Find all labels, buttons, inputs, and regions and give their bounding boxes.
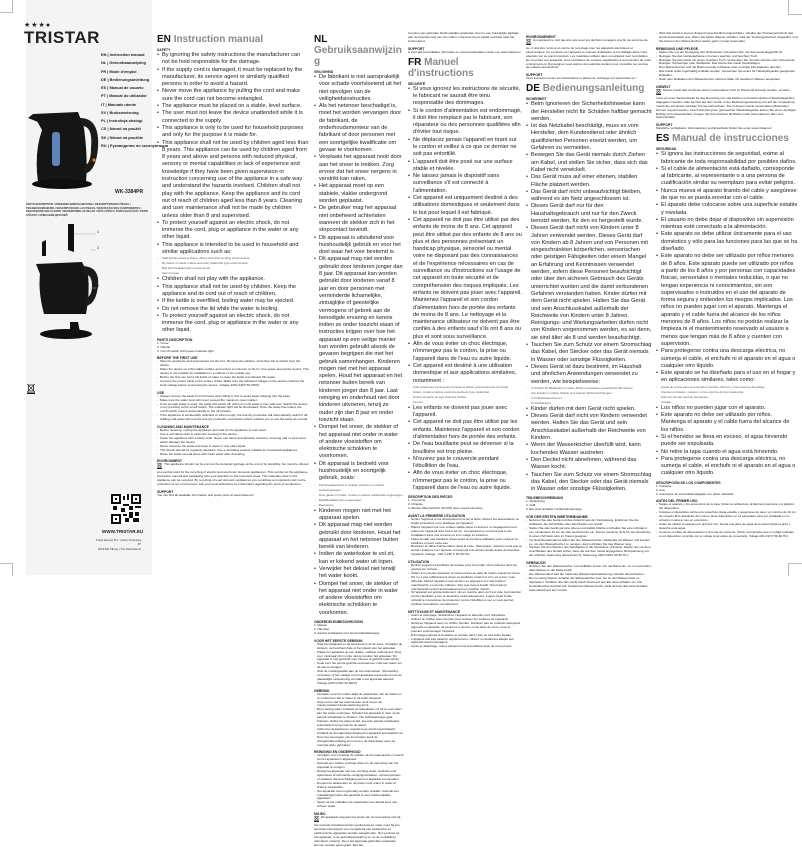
safety-item: • Los niños no pueden jugar con el aparato.: [656, 405, 798, 412]
safety-item: • Dit apparaat mag niet worden gebruikt door kinderen. Houd het apparaat en het netsnoer buiten bereik van kinderen.: [314, 522, 404, 551]
safety-item: • Ist das Netzkabel beschädigt, muss es vom Hersteller, dem Kundendienst oder ähnlich qualifizierten Personen ersetzt werden, um Gefahren zu vermeiden.: [526, 123, 652, 152]
safety-item: • Bewegen Sie das Gerät niemals durch Ziehen am Kabel, und stellen Sie sicher, dass sich das Kabel nicht verwickelt.: [526, 152, 652, 174]
instruction-item: - Nach dem Entkalken den Wasserkocher mehrere Male mit sauberem Wasser ausspülen.: [656, 78, 798, 82]
instruction-list: [656, 32, 798, 44]
safety-item: • De fabrikant is niet aansprakelijk voor schade voortvloeiend uit het niet opvolgen van de veiligheidsinstructies.: [314, 74, 404, 103]
instruction-item: - If not enough water is used, the kettle will switch off, with too much water it may spill over. Switch the device on by pressing at the on/off switch. The indicator light will be illuminated. Once the water has boiled, the on/off switch returns automatically to the off position.: [157, 403, 309, 415]
column-en: [157, 32, 309, 498]
language-section-title: [656, 133, 798, 144]
crop-mark: [788, 563, 802, 576]
safety-item: • Indien de waterkoker te vol zit, kan er kokend water uit lopen.: [314, 551, 404, 566]
instruction-item: - Kook voor het eerste gebruik eenmaal een volle kan water om de kan te reinigen.: [314, 662, 404, 670]
instruction-item: - Retirez toujours la bouilloire de la base pour la remplir. Vous éviterez ainsi les gouttes sur la base.: [408, 564, 522, 572]
safety-item: • Cet appareil est uniquement destiné à des utilisations domestiques et seulement dans le but pour lequel il est fabriqué.: [408, 195, 522, 217]
language-section-title: [408, 57, 522, 79]
instruction-item: - Never immerse the kettle and base in water or any other liquid.: [157, 445, 309, 449]
instruction-item: - Placez l'appareil sur une surface stable plane et assurez un dégagement tout autour de l'appareil d'au moins 10 cm. Cet appareil ne convient pas à une installation dans une armoire ou à un usage à l'extérieur.: [408, 526, 522, 538]
usage-example: - Bed&Breakfast-type omgevingen.: [314, 498, 404, 503]
instruction-list: [408, 518, 522, 557]
safety-item: • Tauchen Sie zum Schutz vor einem Stromschlag das Kabel, den Stecker oder das Gerät niemals in Wasser oder sonstige Flüssigkeiten.: [526, 342, 652, 364]
language-section-title: [157, 34, 309, 45]
language-code: NL: [314, 34, 328, 45]
safety-item: • Das Gerät muss auf einer ebenen, stabilen Fläche platziert werden.: [526, 174, 652, 189]
section-heading: USE: [157, 390, 164, 395]
language-entry: FR | Mode d'emploi: [101, 68, 137, 74]
address-line: 5015 BH Tilburg | The Netherlands: [98, 546, 141, 551]
environment-text: [157, 463, 309, 487]
instruction-item: - Gebruik een zachte vochtige doek om de behuizing van het apparaat te reinigen.: [314, 762, 404, 770]
part-item: 3. Aan/uit schakelaar met stroomindicatielampje: [314, 630, 380, 635]
usage-example: - Staff kitchen areas in shops, offices and other working environments.: [157, 256, 309, 261]
instruction-list: [408, 614, 522, 649]
usage-examples-list: [526, 386, 652, 406]
section-heading: DESCRIPCIÓN DE LOS COMPONENTES: [656, 480, 721, 485]
instruction-list: [526, 565, 652, 592]
instruction-item: - Der Wasserstand darf die maximale Wasserstandmarkierung niemals überschreiten.: [526, 573, 652, 577]
safety-item: • Cet appareil est destiné à une utilisation domestique et aux applications similaires, notamment :: [408, 363, 522, 385]
safety-item: • Este aparato se debe utilizar únicamente para el uso doméstico y sólo para las funciones para las que se ha diseñado.: [656, 231, 798, 253]
safety-item: • Beim Ignorieren der Sicherheitshinweise kann der Hersteller nicht für Schäden haftbar gemacht werden.: [526, 101, 652, 123]
section-heading: NETTOYAGE ET MAINTENANCE: [408, 610, 460, 615]
instruction-item: - Bei zu wenig Wasser schaltet der Wasserkocher aus, bei zu viel Wasser kann es überlaufen. Schalten Sie das Gerät durch Druck auf den Ein-/Aus-Schalter ein. Die Kontrollleuchte leuchtet auf. Sobald das Wasser kocht, stellt sich der Ein-/Aus-Schalter automatisch auf aus zurück.: [526, 577, 652, 593]
section-heading: SUPPORT: [157, 489, 174, 494]
safety-item: • This appliance is intended to be used in household and similar applications such as:: [157, 242, 309, 257]
safety-list: [656, 405, 798, 478]
section-heading: UMWELT: [656, 84, 671, 89]
instruction-item: - Het apparaat moet regelmatig worden ontkalkt. Gebruik een ontkalkingsproduct dat geschikt is voor huishoudelijke apparaten.: [314, 790, 404, 802]
instruction-list: [656, 503, 798, 538]
parts-list: [408, 499, 522, 511]
logo-wordmark: TRISTAR: [24, 28, 100, 47]
usage-example: - In Küchen für Mitarbeiter in Läden, Büros und anderen gewerblichen Bereichen.: [526, 386, 652, 391]
qr-code[interactable]: [111, 494, 141, 524]
instruction-item: - Antes de utilizar el aparato por primera vez, hierva una jarra de agua llena para limpiar la jarra y deseche esta agua.: [656, 523, 798, 531]
instruction-item: - Before cleaning, unplug the appliance and wait for the appliance to cool down.: [157, 429, 309, 433]
safety-item: • Para protegerse contra una descarga eléctrica, no sumerja el cable, el enchufe ni el aparato en el agua o cualquier otro líquido.: [656, 456, 798, 478]
instruction-item: - Faites bouillir une bouilloire d'eau avant la première utilisation pour nettoyer la bouilloire et jetez cette eau.: [408, 538, 522, 546]
callout-3: 3: [97, 284, 99, 288]
part-item: 2. Asa: [656, 487, 665, 492]
instruction-item: - Take the appliance and accessories out the box. Remove the stickers, protective foil or plastic from the device.: [157, 360, 309, 368]
language-code: EN: [157, 34, 171, 45]
kettle-parts-diagram: [30, 222, 110, 342]
usage-example: - Zonas de cocina para el personal en tiendas, oficinas y otros entornos de trabajo.: [656, 385, 798, 390]
instruction-item: - Make sure the water level will never exceed the maximum level marker.: [157, 399, 309, 403]
parts-list: [526, 500, 652, 512]
instruction-item: - Stellen Sie das Gerät auf eine ebene und stabile Fläche und halten Sie einen Abstand von mindestens 10 cm um das Gerät herum ein. Dieses Gerät ist nicht für den Anschluss in einem Schrank oder im Freien geeignet.: [526, 527, 652, 539]
section-heading: CLEANING AND MAINTENANCE: [157, 425, 209, 430]
instruction-item: - N'immergez jamais la bouilloire et la base dans l'eau ou tout autre liquide.: [408, 634, 522, 638]
part-item: 3. Bouton Marche/Arrêt (On/Off) avec voyant lumineux: [408, 506, 483, 511]
section-heading: PARTS DESCRIPTION: [157, 337, 193, 342]
address-line: Tristar Europe B.V. | Jules Verneweg 87: [95, 538, 141, 547]
instruction-item: - L'appareil doit être détartré régulièrement. Utilisez un détartrant adapté aux appareils électroménagers.: [408, 638, 522, 646]
instruction-item: - Indien het apparaat per ongeluk leeg wordt ingeschakeld, schakelt de droogkookbeveiliging het apparaat automatisch uit. Door het toevoegen van koud water koelt de droogkookbeveiliging af en kunt u de waterkoker weer op normale wijze gebruiken.: [314, 728, 404, 748]
language-entry: IT | Manuale utente: [101, 101, 137, 107]
instruction-item: - Nettoyez l'appareil avec un chiffon humide. N'utilisez pas de produits nettoyants agressifs ou abrasifs, de tampons à récurer ou de laine de verre, ceux-ci pouvant endommager l'appareil.: [408, 622, 522, 634]
safety-item: • Tauchen Sie zum Schutz vor einem Stromschlag das Kabel, den Stecker oder das Gerät niemals in Wasser oder sonstige Flüssigkeiten.: [526, 472, 652, 494]
instruction-item: - Utilisez un chiffon doux humide pour nettoyer les surfaces de l'appareil.: [408, 618, 522, 622]
paragraph: Vous trouverez toutes les informations et pièces de rechange sur www.tristar.eu !: [526, 76, 637, 81]
safety-item: • The appliance must be placed on a stable, level surface.: [157, 103, 309, 110]
language-entry: RU | Руководство по эксплуатации: [101, 142, 169, 148]
safety-item: • Kinderen mogen niet met het apparaat spelen.: [314, 508, 404, 523]
environment-paragraph: Dit apparaat mag aan het einde van de levensduur niet bij het normale huisafval worden gedeponeerd, maar moet bij een speciaal inzamelpunt voor hergebruik van elektrische en elektronische apparaten worden aangeboden. Het symbool op het apparaat, in de gebruiksaanwijzing en op de verpakking attendeert u hierop. De in het apparaat gebruikte materialen kunnen worden gerecycled. Met het: [314, 815, 401, 847]
section-heading: ANTES DEL PRIMER USO: [656, 499, 698, 504]
section-heading: MILIEU: [314, 812, 326, 817]
instruction-item: - Clean the appliance with a damp cloth. Never use harsh and abrasive cleaners, scouring pad or steel wool, which damage the device.: [157, 437, 309, 445]
part-item: 1. Deksel: [314, 623, 327, 628]
safety-item: • Para protegerse contra una descarga eléctrica, no sumerja el cable, el enchufe ni el aparato en el agua o cualquier otro líquido.: [656, 348, 798, 370]
safety-item: • N'ouvrez pas le couvercle pendant l'ébullition de l'eau.: [408, 456, 522, 471]
safety-item: • No retire la tapa cuando el agua está hirviendo.: [656, 449, 798, 456]
instruction-item: - Zorg ervoor dat het waterniveau nooit boven de maximumwaterniveaumarkering komt.: [314, 701, 404, 709]
instruction-item: - Saque el aparato y los accesorios de la caja. Quite los adhesivos, la lámina protectora o el plástico del dispositivo.: [656, 503, 798, 511]
usage-example: - Von Kunden in Hotels, Motels und anderen Wohneinrichtungen.: [526, 391, 652, 396]
part-item: 2. Handvat: [314, 626, 329, 631]
safety-item: • Ne laissez jamais le dispositif sans surveillance s'il est connecté à l'alimentation.: [408, 173, 522, 195]
section-heading: BEFORE THE FIRST USE: [157, 356, 198, 361]
logo-stars: ★★★●: [24, 22, 52, 29]
weee-bin-icon: [27, 384, 35, 394]
section-heading: SÉCURITÉ: [408, 81, 426, 86]
environment-text: [526, 39, 652, 70]
part-item: 3. Ein-/Aus-Schalter mit Betriebsanzeige: [526, 507, 582, 512]
safety-list: [526, 406, 652, 494]
language-entry: SV | Bruksanvisning: [101, 109, 139, 115]
usage-example: - Personeelskeukens in winkels, kantoren en andere werkomgevingen.: [314, 483, 404, 493]
column-fr: [408, 32, 522, 649]
instruction-item: - Wird das Gerät in leerem Zustand versehentlich eingeschaltet, schaltet der Trockengehschutz das Gerät automatisch aus. Wenn Sie kaltes Wasser einfüllen, wird der Trockengehschutz abgekühlt, und Sie können den Wasserkocher wieder ganz normal verwenden.: [656, 32, 798, 44]
instruction-item: - The device should be regularly descaled. Use a descaling product suitable for household appliances.: [157, 449, 309, 453]
safety-item: • Si el hervidor se llena en exceso, el agua hirviendo puede ser expulsada.: [656, 434, 798, 449]
instruction-item: - Sluit de voedingskabel aan op het stopcontact. (Opmerking: controleer of het voltage op het apparaat overeenkomt met de plaatselijke netspanning voordat u het apparaat aansluit. Voltage 220V-240V 50-60Hz): [314, 670, 404, 686]
section-heading: AVANT LA PREMIÈRE UTILISATION: [408, 514, 466, 519]
part-item: 1. Abdeckung: [526, 499, 545, 504]
section-heading: SICHERHEIT: [526, 97, 547, 102]
usage-example: - Bed and breakfast type environments.: [157, 266, 309, 271]
language-entry: SK | Návod na použitie: [101, 134, 143, 140]
instruction-item: - Nehmen Sie das Gerät und das Zubehör aus der Verpackung. Entfernen Sie die Aufkleber, die Schutzfolie oder das Plastik vom Gerät.: [526, 519, 652, 527]
section-heading: VOR DER ERSTEN INBETRIEBNAHME: [526, 515, 588, 520]
usage-example: - Boerderijen.: [314, 503, 404, 508]
instruction-item: - Den Wasserkocher und die Basis niemals in Wasser oder sonstige Flüssigkeiten tauchen.: [656, 66, 798, 70]
instruction-item: - Après le détartrage, rincez plusieurs fois la bouilloire avec de l'eau propre.: [408, 645, 522, 649]
safety-item: • Cet appareil ne doit pas être utilisé par les enfants. Maintenez l'appareil et son cordon d'alimentation hors de portée des enfants.: [408, 419, 522, 441]
instruction-list: [314, 693, 404, 748]
callout-1: 1: [97, 230, 99, 234]
safety-item: • Dieses Gerät darf nicht von Kindern verwendet werden. Halten Sie das Gerät und sein Anschlusskabel außerhalb der Reichweite von Kindern.: [526, 413, 652, 442]
language-code: FR: [408, 56, 422, 68]
section-heading: GEBRAUCH: [526, 561, 546, 566]
instruction-item: - Plaats het apparaat op een vlakke, stabiele ondergrond. Zorg voor minimaal 10 cm vrije ruimte rondom het apparaat. Dit apparaat is niet geschikt voor inbouw of gebruik buitenshuis.: [314, 651, 404, 663]
section-heading: GEBRUIK: [314, 688, 330, 693]
part-item: 3. On/ off switch with power indicator light: [157, 348, 214, 353]
instruction-item: - Ziehen Sie vor der Reinigung den Netzstecker und warten Sie, bis das Gerät abgekühlt ist.: [656, 51, 798, 55]
language-section-title: [526, 83, 652, 94]
usage-example: - Fermes.: [408, 400, 522, 405]
section-heading: SUPPORT: [408, 46, 425, 51]
usage-examples-list: [656, 385, 798, 405]
language-entry: EN | Instruction manual: [101, 52, 145, 57]
safety-item: • If the supply cord is damaged, it must be replaced by the manufacturer, its service agent or similarly qualified persons in order to avoid a hazard.: [157, 67, 309, 89]
usage-example: - Coin cuisine des commerces, bureaux et autres environnements de travail.: [408, 385, 522, 390]
part-item: 3. Interruptor de encendido/apagado con piloto indicador: [656, 491, 734, 496]
instruction-item: - Conecte el cable de alimentación a la toma de corriente. (Nota: Compruebe que el voltaje indicado en el dispositivo coincide con el voltaje local antes de conectarlo. Voltaje 220-240 V 50-60 Hz).: [656, 531, 798, 539]
instruction-item: - Coloque el dispositivo sobre una superficie plana estable y asegúrese de tener un mínimo de 10 cm de espacio libre alrededor del mismo. Este dispositivo no es apropiado para ser instalado en un armario ni para el uso en exteriores.: [656, 511, 798, 523]
instruction-item: - Always remove the kettle from the base when filling it, this to avoid water dripping into the base.: [157, 395, 309, 399]
instruction-item: - Rinse the kettle several times with clean water after descaling.: [157, 453, 309, 457]
usage-examples-list: [314, 483, 404, 508]
safety-item: • To protect yourself against an electric shock, do not immerse the cord, plug or appliance in the water or any other liquid.: [157, 220, 309, 242]
usage-examples-list: [157, 256, 309, 276]
environment-paragraph: Dieses Gerät darf am Ende seiner Lebensdauer nicht im Hausmüll entsorgt werden, sondern muss an einer Sammelstelle für das Recycling von elektrischen und elektronischen Haushaltsgeräten abgegeben werden. Das Symbol auf dem Gerät, in der Bedienungsanleitung und auf der Verpackung macht Sie auf dieses wichtige Thema aufmerksam. Die in diesem Gerät verwendeten Materialien können recycelt werden. Durch das Recyceln gebrauchter Haushaltsgeräte leisten Sie einen wichtigen Beitrag zum Umweltschutz. Fragen Sie Ihre örtlichen Behörden nach Informationen über eine Sammelstelle.: [656, 87, 797, 120]
language-entry: PT | Manual do utilizador: [101, 93, 147, 99]
instruction-list: [157, 429, 309, 456]
safety-item: • Dit apparaat mag niet worden gebruikt door kinderen jonger dan 8 jaar. Dit apparaat kan worden gebruikt door kinderen vanaf 8 jaar en door personen met verminderde lichamelijke, zintuiglijke of geestelijke vermogens of gebrek aan de benodigde ervaring en kennis indien ze onder toezicht staan of instructies krijgen over hoe het apparaat op een veilige manier kan worden gebruikt alsook de gevaren begrijpen die met het gebruik samenhangen. Kinderen mogen niet met het apparaat spelen. Houd het apparaat en het netsnoer buiten bereik van kinderen jonger dan 8 jaar. Laat reiniging en onderhoud niet door kinderen uitvoeren, tenzij ze ouder zijn dan 8 jaar en onder toezicht staan.: [314, 256, 404, 424]
paragraph: Sämtliche verfügbaren Informationen und Ersatzteile finden Sie unter www.tristar.eu!: [656, 126, 772, 131]
safety-item: • De gebruiker mag het apparaat niet onbeheerd achterlaten wanneer de stekker zich in het stopcontact bevindt.: [314, 205, 404, 234]
safety-item: • Dieses Gerät darf nicht von Kindern unter 8 Jahren verwendet werden. Dieses Gerät darf von Kindern ab 8 Jahren und von Personen mit eingeschränkten körperlichen, sensorischen oder geistigen Fähigkeiten oder einem Mangel an Erfahrung und Kenntnissen verwendet werden, sofern diese Personen beaufsichtigt oder über den sicheren Gebrauch des Geräts unterrichtet wurden und die damit verbundenen Gefahren verstanden haben. Kinder dürfen mit dem Gerät nicht spielen. Halten Sie das Gerät und sein Anschlusskabel außerhalb der Reichweite von Kindern unter 8 Jahren. Reinigungs- und Wartungsarbeiten dürfen nicht von Kindern vorgenommen werden, es sei denn, sie sind älter als 8 und werden beaufsichtigt.: [526, 225, 652, 342]
parts-list: [157, 342, 309, 354]
instruction-item: - Vor Erstinbetriebnahme füllen Sie den Wasserkocher vollständig mit Wasser und kochen es, um den Wasserkocher zu reinigen, dann schütten Sie das Wasser weg.: [526, 539, 652, 547]
instruction-list: [408, 564, 522, 607]
safety-item: • Dieses Gerät ist dazu bestimmt, im Haushalt und ähnlichen Anwendungen verwendet zu werden, wie beispielsweise:: [526, 364, 652, 386]
safety-item: • This appliance is only to be used for household purposes and only for the purpose it is made for.: [157, 125, 309, 140]
language-entry: PL | Instrukcja obsługi: [101, 118, 143, 123]
safety-item: • This appliance shall not be used by children. Keep the appliance and its cord out of reach of children.: [157, 284, 309, 299]
safety-list: [656, 151, 798, 385]
safety-list: [314, 508, 404, 617]
instruction-item: - Use a soft damp cloth to clean the housing of the device.: [157, 433, 309, 437]
instruction-list: [314, 754, 404, 809]
instruction-item: - Connect the power cable to the socket. (Note: Make sure the indicated voltage on the device matches the local voltage before connecting the device. Voltage 220V-240V 50-60Hz): [157, 380, 309, 388]
safety-item: • Este aparato se ha diseñado para el uso en el hogar y en aplicaciones similares, tales como:: [656, 370, 798, 385]
safety-list: [526, 101, 652, 386]
callout-2: 2: [97, 246, 99, 250]
parts-list: [314, 624, 404, 636]
safety-item: • If the kettle is overfilled, boiling water may be ejected.: [157, 298, 309, 305]
manual-title: Gebruiksaanwijzing: [314, 45, 402, 67]
section-heading: TEILEBESCHREIBUNG: [526, 496, 564, 501]
model-number: WK-3384PR: [115, 189, 144, 195]
instruction-item: - Reinigen Sie das Gerät mit einem feuchten Tuch. Verwenden Sie niemals scharfe oder scheuernde Reiniger, Topfreiniger oder Stahlwolle. Das würde das Gerät beschädigen.: [656, 59, 798, 67]
part-item: 1. Couvercle: [408, 498, 426, 503]
instruction-item: - Nehmen Sie den Wasserkocher zum Auffüllen immer von der Basis ab, um zu vermeiden, dass Wasser in die Basis tropft.: [526, 565, 652, 573]
instruction-item: - S'il n'y a pas suffisamment d'eau, la bouilloire s'éteint et s'il y en a trop, l'eau déborde. Mettez l'appareil sous tension en appuyant sur l'interrupteur marche/arrêt. Le témoin s'allume. Dès que l'eau a bouilli, l'interrupteur marche/arrêt revient automatiquement en position d'arrêt.: [408, 576, 522, 592]
language-index: [101, 51, 169, 150]
part-item: 1. Cubierta: [656, 483, 672, 488]
crop-mark: [0, 0, 13, 13]
safety-item: • Les enfants ne doivent pas jouer avec l'appareil.: [408, 405, 522, 420]
safety-item: • El aparato debe colocarse sobre una superficie estable y nivelada.: [656, 202, 798, 217]
safety-item: • Afin de vous éviter un choc électrique, n'immergez pas le cordon, la prise ou l'appareil dans de l'eau ou autre liquide.: [408, 341, 522, 363]
section-heading: REINIGUNG UND PFLEGE: [656, 46, 699, 51]
instruction-item: - Sortez l'appareil et les accessoires hors de la boîte. Retirez les autocollants, la feuille protectrice ou le plastique de l'appareil.: [408, 518, 522, 526]
crop-mark: [0, 563, 13, 576]
instruction-item: - Dompel de waterkoker en de basis nooit onder in water of andere vloeistoffen.: [314, 782, 404, 790]
safety-item: • By ignoring the safety instructions the manufacturer can not be hold responsible for the damage.: [157, 52, 309, 67]
instruction-item: - Place the device on a flat stable surface and ensure a minimum of 10 cm. free space around the device. This device is not suitable for installation in a cabinet or for outside use.: [157, 368, 309, 376]
safety-item: • Wenn der Wasserkocher überfüllt wird, kann kochendes Wasser austreten.: [526, 442, 652, 457]
usage-example: - In Gutshäusern.: [526, 401, 652, 406]
column-de: [526, 32, 652, 593]
instruction-list: [157, 395, 309, 422]
safety-list: [157, 276, 309, 334]
instruction-item: - Stecken Sie den Stecker des Netzkabels in die Steckdose. (Hinweis: Stellen Sie vor dem Anschließen des Geräts sicher, dass die auf dem Gerät angegebene Netzspannung mit der örtlichen Spannung übereinstimmt. Spannung 220V-240V 50-60 Hz.): [526, 546, 652, 558]
safety-item: • Si el cable de alimentación está dañado, corresponde al fabricante, al representante o a una persona de cualificación similar su reemplazo para evitar peligros.: [656, 166, 798, 188]
part-item: 2. Handle: [157, 344, 171, 349]
tristar-logo: [24, 22, 100, 46]
safety-list: [314, 74, 404, 483]
usage-example: - Door gasten in hotels, motels en andere residentiële omgevingen.: [314, 493, 404, 498]
part-item: 2. Poignée: [408, 502, 423, 507]
instruction-item: - Si l'appareil est accidentellement mis en marche alors qu'il est vide, la protection contre l'ébullition à sec le désactive automatiquement. L'ajout d'eau froide refroidit le mécanisme de protection contre l'ébullition à sec et vous permet d'utiliser la bouilloire normalement.: [408, 591, 522, 607]
safety-item: • Este aparato no debe ser utilizado por niños. Mantenga el aparato y el cable fuera del alcance de los niños.: [656, 412, 798, 434]
safety-item: • Kinder dürfen mit dem Gerät nicht spielen.: [526, 406, 652, 413]
safety-list: [408, 86, 522, 385]
safety-item: • Si vous ignorez les instructions de sécurité, le fabricant ne saurait être tenu responsable des dommages.: [408, 86, 522, 108]
safety-item: • Cet appareil ne doit pas être utilisé par des enfants de moins de 8 ans. Cet appareil peut être utilisé par des enfants de 8 ans ou plus et des personnes présentant un handicap physique, sensoriel ou mental voire ne disposant pas des connaissances et de l'expérience nécessaires en cas de surveillance ou d'instructions sur l'usage de cet appareil en toute sécurité et de compréhension des risques impliqués. Les enfants ne doivent pas jouer avec l'appareil. Maintenez l'appareil et son cordon d'alimentation hors de portée des enfants de moins de 8 ans. Le nettoyage et la maintenance utilisateur ne doivent pas être confiés à des enfants sauf s'ils ont 8 ans ou plus et sont sous surveillance.: [408, 217, 522, 341]
instruction-item: - Bij te weinig water schakelt de waterkoker uit, bij te veel water kan het water overlopen. Schakel het apparaat in door op de aan/uit-schakelaar te drukken. Het indicatielampje gaat branden. Zodra het water kookt, keert de aan/uit-schakelaar automatisch terug naar de uit-stand.: [314, 708, 404, 728]
safety-item: • This appliance shall not be used by children aged less than 8 years. This appliance can be used by children aged from 8 years and above and persons with reduced physical, sensory or mental capabilities or lack of experience and knowledge if they have been given supervision or instruction concerning use of the appliance in a safe way and understand the hazards involved. Children shall not play with the appliance. Keep the appliance and its cord out of reach of children aged less than 8 years. Cleaning and user maintenance shall not be made by children unless older than 8 and supervised.: [157, 140, 309, 220]
environment-paragraph: Cet appareil ne doit pas être jeté avec les déchets ménagers à la fin de sa durée de vie, il doit être remis à un centre de recyclage pour les appareils électriques et électroniques. Ce symbole sur l'appareil, le manuel d'utilisation et l'emballage attire votre attention sur ce point important. Les matériaux utilisés dans cet appareil sont recyclables. En recyclant vos appareils, vous contribuez de manière significative à la protection de notre environnement. Renseignez-vous auprès des autorités locales pour connaître les centres de collecte des déchets.: [526, 38, 652, 70]
language-code: DE: [526, 83, 540, 95]
safety-item: • Dieses Gerät darf nur für den Haushaltsgebrauch und nur für den Zweck benutzt werden, für den es hergestellt wurde.: [526, 203, 652, 225]
section-heading: UTILISATION: [408, 560, 430, 565]
section-heading: SEGURIDAD: [656, 147, 677, 152]
safety-item: • To protect yourself against an electric shock, do not immerse the cord, plug or appliance in the water or any other liquid.: [157, 313, 309, 335]
safety-item: • Este aparato no debe ser utilizado por niños menores de 8 años. Este aparato puede ser utilizado por niños a partir de los 8 años y por personas con capacidades físicas, sensoriales o mentales reducidas, o que no tengan experiencia ni conocimientos, sin son supervisados o instruidos en el uso del aparato de forma segura y entienden los riesgos implicados. Los niños no pueden jugar con el aparato. Mantenga el aparato y el cable fuera del alcance de los niños menores de 8 años. Los niños no podrán realizar la limpieza ni el mantenimiento reservado al usuario a menos que tengan más de 8 años y cuenten con supervisión.: [656, 253, 798, 348]
instruction-item: - Before the first use boil a full kettle of water to clean the kettle and discard this water.: [157, 376, 309, 380]
section-heading: VOOR HET EERSTE GEBRUIK: [314, 638, 363, 643]
instruction-list: [314, 643, 404, 686]
safety-item: • Dompel het snoer, de stekker of het apparaat niet onder in water of andere vloeistoffen om elektrische schokken te voorkomen.: [314, 424, 404, 460]
instruction-item: - Spoel na het ontkalken de waterkoker een aantal keer met schoon water.: [314, 801, 404, 809]
instruction-list: [656, 51, 798, 82]
safety-item: • L'appareil doit être posé sur une surface stable et nivelée.: [408, 159, 522, 174]
instruction-item: - Avant le nettoyage, débranchez l'appareil et attendez qu'il refroidisse.: [408, 614, 522, 618]
safety-item: • Verplaats het apparaat nooit door aan het snoer te trekken. Zorg ervoor dat het snoer nergens in verstrikt kan raken.: [314, 154, 404, 183]
instruction-item: - Haal het apparaat en de accessoires uit de doos. Verwijder de stickers, de beschermfolie of het plastic van het apparaat.: [314, 643, 404, 651]
safety-item: • Never move the appliance by pulling the cord and make sure the cord can not become entangled.: [157, 88, 309, 103]
safety-item: • Si ignora las instrucciones de seguridad, exime al fabricante de toda responsabilidad por posibles daños.: [656, 151, 798, 166]
paragraph: You can find all available information and spare parts at www.tristar.eu!: [157, 492, 254, 497]
language-entry: NL | Gebruiksaanwijzing: [101, 60, 146, 66]
section-heading: REINIGING EN ONDERHOUD: [314, 750, 361, 755]
crop-mark: [788, 0, 802, 15]
instruction-item: - Veillez à ne jamais dépasser le niveau d'eau au-delà du repère maximum d'eau.: [408, 572, 522, 576]
safety-item: • Dit apparaat is uitsluitend voor huishoudelijk gebruik en voor het doel waar het voor bestemd is.: [314, 235, 404, 257]
section-heading: SUPPORT: [526, 73, 543, 78]
usage-examples-list: [408, 385, 522, 405]
section-heading: ENVIRONNEMENT: [526, 35, 556, 39]
section-heading: SUPPORT: [656, 123, 673, 128]
instruction-item: - Verwijder voor reiniging de stekker uit het stopcontact en wacht tot het apparaat is afgekoeld.: [314, 754, 404, 762]
manual-title: Manual de instrucciones: [672, 133, 789, 145]
section-heading: ENVIRONMENT: [157, 459, 183, 464]
section-heading: DESCRIPTION DES PIÈCES: [408, 495, 453, 500]
instruction-item: - Reinigen Sie das Gerätegehäuse mit einem weichen und feuchten Tuch.: [656, 55, 798, 59]
instruction-item: - Branchez le câble d'alimentation dans la prise. (Remarque : Assurez-vous que la tension indiquée sur l'appareil correspond à la tension locale avant de brancher l'appareil. Voltage : 220 V-240 V 50-60 Hz).: [408, 545, 522, 557]
parts-list: [656, 485, 798, 497]
environment-text: [656, 89, 798, 120]
section-heading: VEILIGHEID: [314, 70, 334, 74]
environment-text: [314, 816, 404, 847]
safety-item: • Het apparaat moet op een stabiele, vlakke ondergrond worden geplaatst.: [314, 183, 404, 205]
safety-list: [408, 405, 522, 493]
language-entry: ES | Manual de usuario: [101, 85, 144, 90]
paragraph: recyclen van gebruikte huishoudelijke apparaten levert u een belangrijke bijdrage aan de bescherming van ons milieu. Informeer bij uw lokale overheid naar het inzamelpunt.: [408, 31, 519, 43]
safety-item: • De l'eau bouillante peut se déverser si la bouilloire est trop pleine.: [408, 441, 522, 456]
usage-example: - Clientes en hoteles, moteles y otros entornos de tipo residencial.: [656, 390, 798, 395]
safety-item: • Den Deckel nicht abnehmen, während das Wasser kocht.: [526, 457, 652, 472]
language-entry: CS | Návod na použití: [101, 126, 141, 132]
instruction-item: - Das Gerät sollte regelmäßig entkalkt werden. Verwenden Sie einen für Haushaltsgeräte geeigneten Entkalker.: [656, 70, 798, 78]
safety-item: • Ne déplacez jamais l'appareil en tirant sur le cordon et veillez à ce que ce dernier ne soit pas entortillé.: [408, 137, 522, 159]
instruction-item: - Verwijder voor het vullen altijd de waterkoker van de basis om te voorkomen dat er water in de basis druppelt.: [314, 693, 404, 701]
safety-item: • Si le cordon d'alimentation est endommagé, il doit être remplacé par le fabricant, son réparateur ou des personnes qualifiées afin d'éviter tout risque.: [408, 108, 522, 137]
safety-item: • Als het netsnoer beschadigd is, moet het worden vervangen door de fabrikant, de onderhoudsmonteur van de fabrikant of door personen met een soortgelijke kwalificatie om gevaar te voorkomen.: [314, 103, 404, 154]
safety-item: • Children shall not play with the appliance.: [157, 276, 309, 283]
usage-example: - Farm houses.: [157, 271, 309, 276]
part-item: 1. Cover: [157, 340, 169, 345]
manual-title: Manuel d'instructions: [408, 56, 474, 79]
column-nl: [314, 32, 404, 847]
safety-item: • Dompel het snoer, de stekker of het apparaat niet onder in water of andere vloeistoffen om elektrische schokken te voorkomen.: [314, 581, 404, 617]
usage-example: - Hôtels, motels et autres environnements de type résidentiel.: [408, 390, 522, 395]
parts-description-caption: PARTS DESCRIPTION / ONDERDELENBESCHRIJVING / DESCRIPTION DES PIÈCES / TEILEBESCHREIBUNG / DESCRIPCIÓN DE LAS PIEZAS / DESCRIÇÃO DOS COMPONENTES / DESCRIZIONE DELLE PARTI / BESKRIVNING AV DELAR / OPIS CZĘŚCI / POPIS SOUČÁSTÍ / POPIS SÚČASTÍ / ОПИСАНИЕ ДЕТАЛЕЙ: [26, 203, 149, 217]
usage-example: - By clients in hotels, motels and other residential type environments.: [157, 261, 309, 266]
usage-example: - In Frühstückspensionen.: [526, 396, 652, 401]
instruction-list: [157, 360, 309, 387]
company-address: [95, 538, 141, 551]
usage-example: - Granjas.: [656, 400, 798, 405]
kettle-image: [28, 108, 100, 190]
column-es: [656, 32, 798, 539]
safety-item: • Afin de vous éviter un choc électrique, n'immergez pas le cordon, la prise ou l'appareil dans de l'eau ou autre liquide.: [408, 470, 522, 492]
safety-item: • Das Gerät darf nicht unbeaufsichtigt bleiben, während es am Netz angeschlossen ist.: [526, 189, 652, 204]
safety-item: • The user must not leave the device unattended while it is connected to the supply.: [157, 110, 309, 125]
safety-item: • Verwijder het deksel niet terwijl het water kookt.: [314, 566, 404, 581]
safety-item: • Nunca mueva el aparato tirando del cable y asegúrese de que no se pueda enredar con el cable.: [656, 188, 798, 203]
manual-title: Instruction manual: [173, 34, 264, 45]
instruction-list: [526, 519, 652, 558]
paragraph: U kunt alle beschikbare informatie en reserveonderdelen vinden op www.tristar.eu!: [408, 49, 521, 54]
usage-example: - Entornos de tipo casa de huéspedes.: [656, 395, 798, 400]
safety-item: • Do not remove the lid while the water is boiling.: [157, 306, 309, 313]
language-section-title: [314, 34, 404, 67]
environment-paragraph: This appliance should not be put into the domestic garbage at the end of its durability, but must be offered at a central point for the recycling of electric and electronic domestic appliances. This symbol on the appliance, instruction manual and packaging puts your attention to this important issue. The materials used in this appliance can be recycled. By recycling of used domestic appliances you contribute an important push to the protection of our environment. Ask your local authorities for information regarding the point of recollection.: [157, 462, 309, 487]
usage-example: - Environnements de type chambre d'hôtes.: [408, 395, 522, 400]
manual-title: Bedienungsanleitung: [542, 83, 645, 95]
language-code: ES: [656, 133, 670, 145]
instruction-item: - Reinig het apparaat met een vochtige doek. Gebruik nooit agressieve of schurende reinigingsmiddelen, schuursponsjes of staalwol, die beschadiging aan het apparaat veroorzaken.: [314, 770, 404, 782]
safety-list: [157, 52, 309, 256]
section-heading: ONDERDELENBESCHRIJVING: [314, 620, 364, 625]
instruction-item: - If the appliance is accidentally switched on when empty, the boil-dry protection will automatically switch it off. Adding cold water will cool the boil-dry protection mechanism which enables you to use the kettle as normal.: [157, 414, 309, 422]
website-link[interactable]: WWW.TRISTAR.EU: [102, 529, 144, 534]
language-entry: DE | Bedienungsanleitung: [101, 76, 150, 82]
section-heading: SAFETY: [157, 48, 171, 52]
safety-item: • El usuario no debe dejar el dispositivo sin supervisión mientras esté conectado a la alimentación.: [656, 217, 798, 232]
part-item: 2. Griff: [526, 503, 536, 508]
safety-item: • Dit apparaat is bedoeld voor huishoudelijk en soortgelijk gebruik, zoals:: [314, 461, 404, 483]
